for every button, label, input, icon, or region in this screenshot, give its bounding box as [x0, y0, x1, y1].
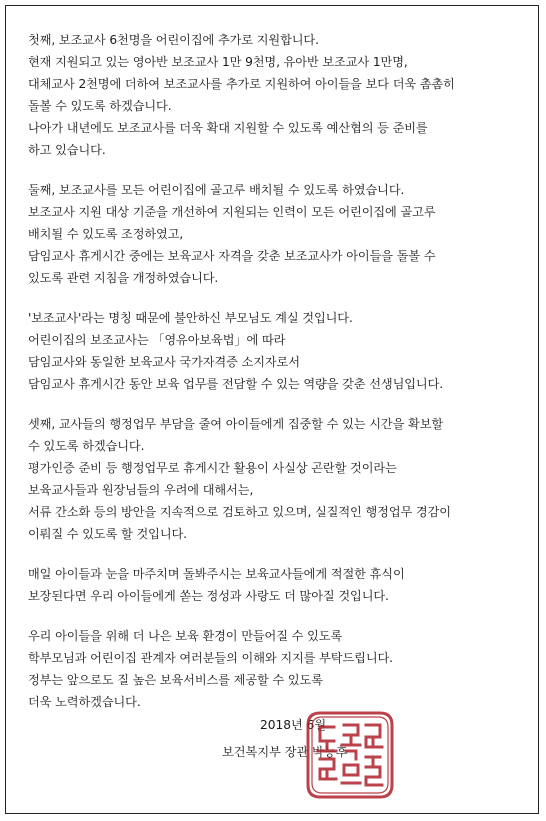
letter-body	[28, 29, 528, 731]
text-line: 서류 간소화 등의 방안을 지속적으로 검토하고 있으며, 실질적인 행정업무 경감이	[28, 505, 451, 519]
official-seal-icon	[302, 707, 398, 803]
paragraph-2	[28, 179, 528, 289]
text-line: 담임교사와 동일한 보육교사 국가자격증 소지자로서	[28, 355, 300, 369]
paragraph-5	[28, 563, 528, 607]
letter-date: 2018년 6월	[260, 718, 327, 732]
text-line: 보장된다면 우리 아이들에게 쏟는 정성과 사랑도 더 많아질 것입니다.	[28, 589, 389, 603]
text-line: 있도록 관련 지침을 개정하였습니다.	[28, 271, 219, 285]
text-line: 어린이집의 보조교사는 「영유아보육법」에 따라	[28, 333, 286, 347]
text-line: 매일 아이들과 눈을 마주치며 돌봐주시는 보육교사들에게 적절한 휴식이	[28, 567, 405, 581]
text-line: 현재 지원되고 있는 영아반 보조교사 1만 9천명, 유아반 보조교사 1만명,	[28, 55, 408, 69]
text-line: 보육교사들과 원장님들의 우려에 대해서는,	[28, 483, 254, 497]
paragraph-3	[28, 307, 528, 395]
text-line: 보조교사 지원 대상 기준을 개선하여 지원되는 인력이 모든 어린이집에 골고루	[28, 205, 436, 219]
text-line: 평가인증 준비 등 행정업무로 휴게시간 활용이 사실상 곤란할 것이라는	[28, 461, 397, 475]
text-line: 담임교사 휴게시간 동안 보육 업무를 전담할 수 있는 역량을 갖춘 선생님입니다.	[28, 377, 444, 391]
text-line: 배치될 수 있도록 조정하였고,	[28, 227, 184, 241]
text-line: 돌볼 수 있도록 하겠습니다.	[28, 99, 172, 113]
text-line: 대체교사 2천명에 더하여 보조교사를 추가로 지원하여 아이들을 보다 더욱 촘촘히	[28, 77, 455, 91]
text-line: 우리 아이들을 위해 더 나은 보육 환경이 만들어질 수 있도록	[28, 629, 343, 643]
text-line: 하고 있습니다.	[28, 143, 106, 157]
text-line: 셋째, 교사들의 행정업무 부담을 줄여 아이들에게 집중할 수 있는 시간을 확보할	[28, 417, 444, 431]
paragraph-1	[28, 29, 528, 161]
text-line: 이뤄질 수 있도록 할 것입니다.	[28, 527, 187, 541]
text-line: 첫째, 보조교사 6천명을 어린이집에 추가로 지원합니다.	[28, 33, 319, 47]
text-line: 더욱 노력하겠습니다.	[28, 695, 141, 709]
text-line: 나아가 내년에도 보조교사를 더욱 확대 지원할 수 있도록 예산협의 등 준비를	[28, 121, 428, 135]
text-line: 둘째, 보조교사를 모든 어린이집에 골고루 배치될 수 있도록 하였습니다.	[28, 183, 405, 197]
text-line: '보조교사'라는 명칭 때문에 불안하신 부모님도 계실 것입니다.	[28, 311, 353, 325]
text-line: 정부는 앞으로도 질 높은 보육서비스를 제공할 수 있도록	[28, 673, 323, 687]
text-line: 학부모님과 어린이집 관계자 여러분들의 이해와 지지를 부탁드립니다.	[28, 651, 393, 665]
text-line: 담임교사 휴게시간 중에는 보육교사 자격을 갖춘 보조교사가 아이들을 돌볼 수	[28, 249, 436, 263]
paragraph-6	[28, 625, 528, 713]
signer-name: 보건복지부 장관 박능후	[222, 745, 348, 759]
paragraph-4	[28, 413, 528, 545]
text-line: 수 있도록 하겠습니다.	[28, 439, 145, 453]
